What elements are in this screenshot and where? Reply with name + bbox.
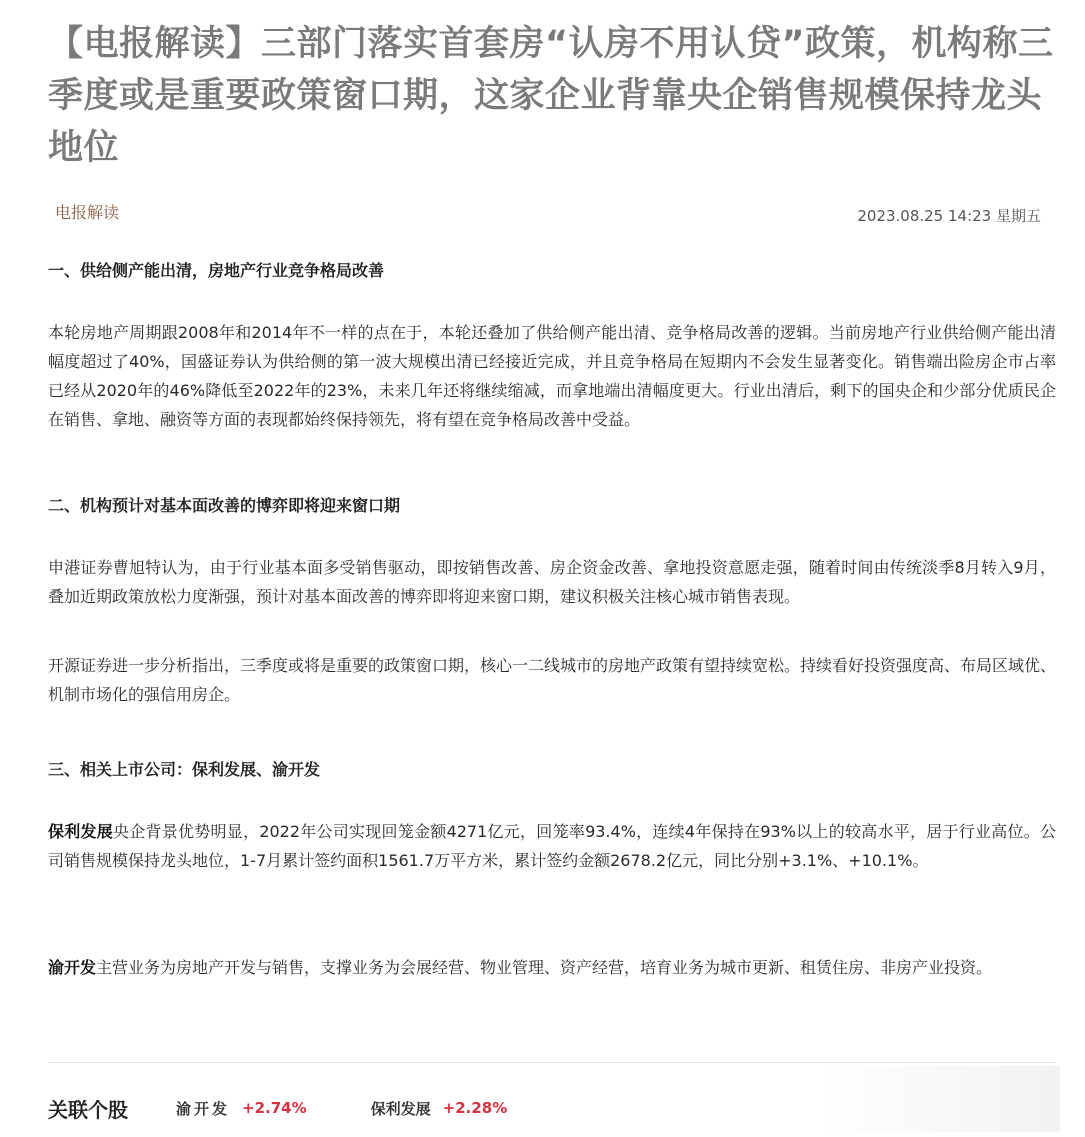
company-name-poly: 保利发展 <box>48 822 114 841</box>
company-text-poly: 央企背景优势明显，2022年公司实现回笼金额4271亿元，回笼率93.4%，连续4年保持在93%以上的较高水平，居于行业高位。公司销售规模保持龙头地位，1-7月累计签约面积1561.7万平方米，累计签约金额2678.2亿元，同比分别+3.1%、+10.1%。 <box>48 822 1056 870</box>
stock-name: 保利发展 <box>370 1099 431 1118</box>
section-heading-1: 一、供给侧产能出清，房地产行业竞争格局改善 <box>48 261 385 280</box>
section-1-paragraph-1: 本轮房地产周期跟2008年和2014年不一样的点在于，本轮还叠加了供给侧产能出清、竞争格局改善的逻辑。当前房地产行业供给侧产能出清幅度超过了40%，国盛证券认为供给侧的第一波大规模出清已经接近完成，并且竞争格局在短期内不会发生显著变化。销售端出险房企市占率已经从2020年的46%降低至2022年的23%，未来几年还将继续缩减，而拿地端出清幅度更大。行业出清后，剩下的国央企和少部分优质民企在销售、拿地、融资等方面的表现都始终保持领先，将有望在竞争格局改善中受益。 <box>48 323 1056 429</box>
company-paragraph-yukaifa <box>48 953 1056 982</box>
section-heading-2: 二、机构预计对基本面改善的博弈即将迎来窗口期 <box>48 496 401 515</box>
related-divider <box>48 1062 1056 1063</box>
scroll-fade-overlay <box>820 1066 1060 1132</box>
stock-change: +2.74% <box>242 1099 307 1117</box>
company-paragraph-poly <box>48 817 1056 875</box>
section-2-paragraph-2: 开源证券进一步分析指出，三季度或将是重要的政策窗口期，核心一二线城市的房地产政策有望持续宽松。持续看好投资强度高、布局区域优、机制市场化的强信用房企。 <box>48 656 1057 704</box>
stock-change: +2.28% <box>442 1099 508 1117</box>
article-title: 【电报解读】三部门落实首套房“认房不用认贷”政策，机构称三季度或是重要政策窗口期，这家企业背靠央企销售规模保持龙头地位 <box>48 24 1054 168</box>
related-stocks-title: 关联个股 <box>48 1097 128 1122</box>
related-stocks-bar <box>48 1088 571 1128</box>
article-datetime: 2023.08.25 14:23 星期五 <box>857 207 1041 225</box>
section-heading-3: 三、相关上市公司：保利发展、渝开发 <box>48 760 321 779</box>
company-text-yukaifa: 主营业务为房地产开发与销售，支撑业务为会展经营、物业管理、资产经营，培育业务为城市更新、租赁住房、非房产业投资。 <box>96 958 993 977</box>
article-source-link[interactable]: 电报解读 <box>55 203 120 222</box>
related-stock-yukaifa[interactable] <box>176 1098 307 1119</box>
stock-name: 渝开发 <box>176 1099 231 1118</box>
company-name-yukaifa: 渝开发 <box>48 958 97 977</box>
related-stock-poly[interactable] <box>371 1098 508 1119</box>
section-2-paragraph-1: 申港证券曹旭特认为，由于行业基本面多受销售驱动，即按销售改善、房企资金改善、拿地投资意愿走强，随着时间由传统淡季8月转入9月，叠加近期政策放松力度渐强，预计对基本面改善的博弈即将迎来窗口期，建议积极关注核心城市销售表现。 <box>48 558 1056 606</box>
